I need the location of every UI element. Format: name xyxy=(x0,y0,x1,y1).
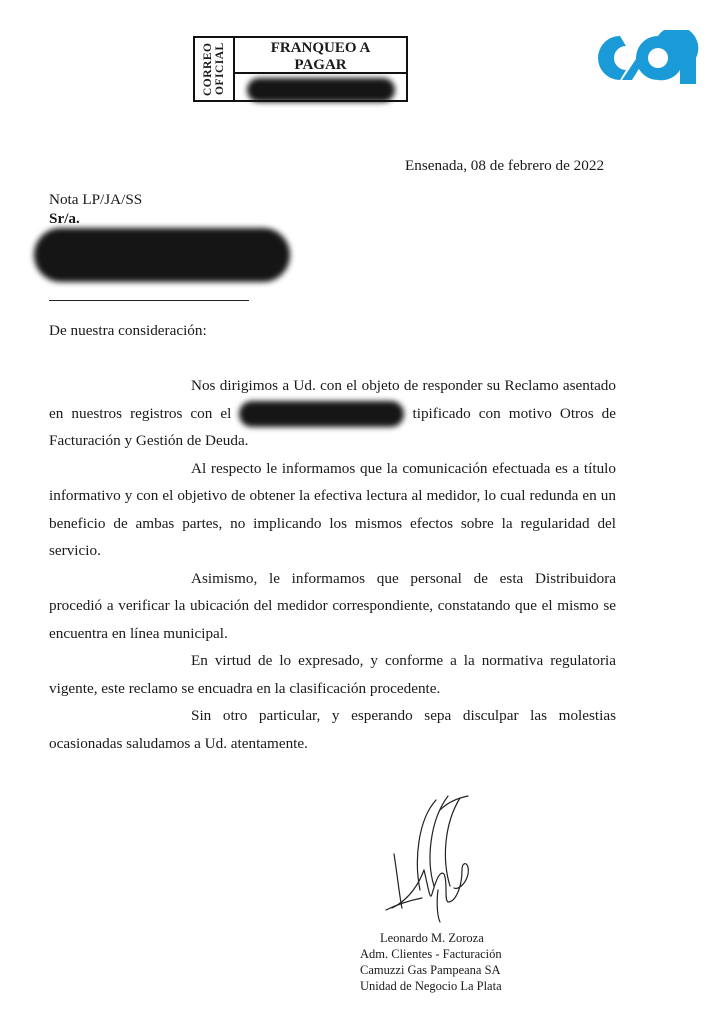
handwritten-signature xyxy=(378,790,498,930)
redacted-claim-number xyxy=(239,401,404,427)
letter-body xyxy=(49,372,616,757)
paragraph-4: En virtud de lo expresado, y conforme a la normativa regulatoria vigente, este reclamo se encuadra en la clasificación procedente. xyxy=(49,652,616,697)
signatory-block xyxy=(360,930,530,994)
greeting: De nuestra consideración: xyxy=(49,322,207,339)
paragraph-5: Sin otro particular, y esperando sepa disculpar las molestias ocasionadas saludamos a Ud. atentamente. xyxy=(49,707,616,752)
place-date: Ensenada, 08 de febrero de 2022 xyxy=(405,157,605,174)
ca-logo-icon xyxy=(592,30,700,86)
signatory-role: Adm. Clientes - Facturación xyxy=(360,947,502,961)
franqueo-line2: PAGAR xyxy=(294,57,347,73)
paragraph-3: Asimismo, le informamos que personal de esta Distribuidora procedió a verificar la ubicación del medidor correspondiente, constatando que el mismo se encuentra en línea municipal. xyxy=(49,569,616,642)
franqueo-line1: FRANQUEO A xyxy=(270,40,371,56)
signatory-company: Camuzzi Gas Pampeana SA xyxy=(360,963,501,977)
recipient-salutation: Sr/a. xyxy=(49,210,80,227)
postage-stamp-box xyxy=(193,36,408,102)
signatory-unit: Unidad de Negocio La Plata xyxy=(360,979,502,993)
franqueo-label xyxy=(235,38,406,74)
correo-oficial-label: CORREO OFICIAL xyxy=(202,42,226,96)
paragraph-1-end: tipificado con motivo Otros de Facturación y Gestión de Deuda. xyxy=(49,404,616,450)
reference-note: Nota LP/JA/SS xyxy=(49,191,143,208)
correo-oficial-cell xyxy=(195,38,235,100)
paragraph-1-start: Nos dirigimos a Ud. con el objeto de responder su Reclamo asentado en nuestros registros con el xyxy=(49,377,616,422)
address-rule xyxy=(49,300,249,301)
paragraph-2: Al respecto le informamos que la comunicación efectuada es a título informativo y con el objetivo de obtener la efectiva lectura al medidor, lo cual redunda en un beneficio de ambas partes, no implicando los mismos efectos sobre la regularidad del servicio. xyxy=(49,459,616,560)
signatory-name: Leonardo M. Zoroza xyxy=(380,931,484,945)
redacted-recipient-name xyxy=(34,228,290,282)
paragraph-1 xyxy=(49,372,616,455)
postage-number-cell xyxy=(235,74,406,100)
redacted-postage-number xyxy=(247,78,395,102)
